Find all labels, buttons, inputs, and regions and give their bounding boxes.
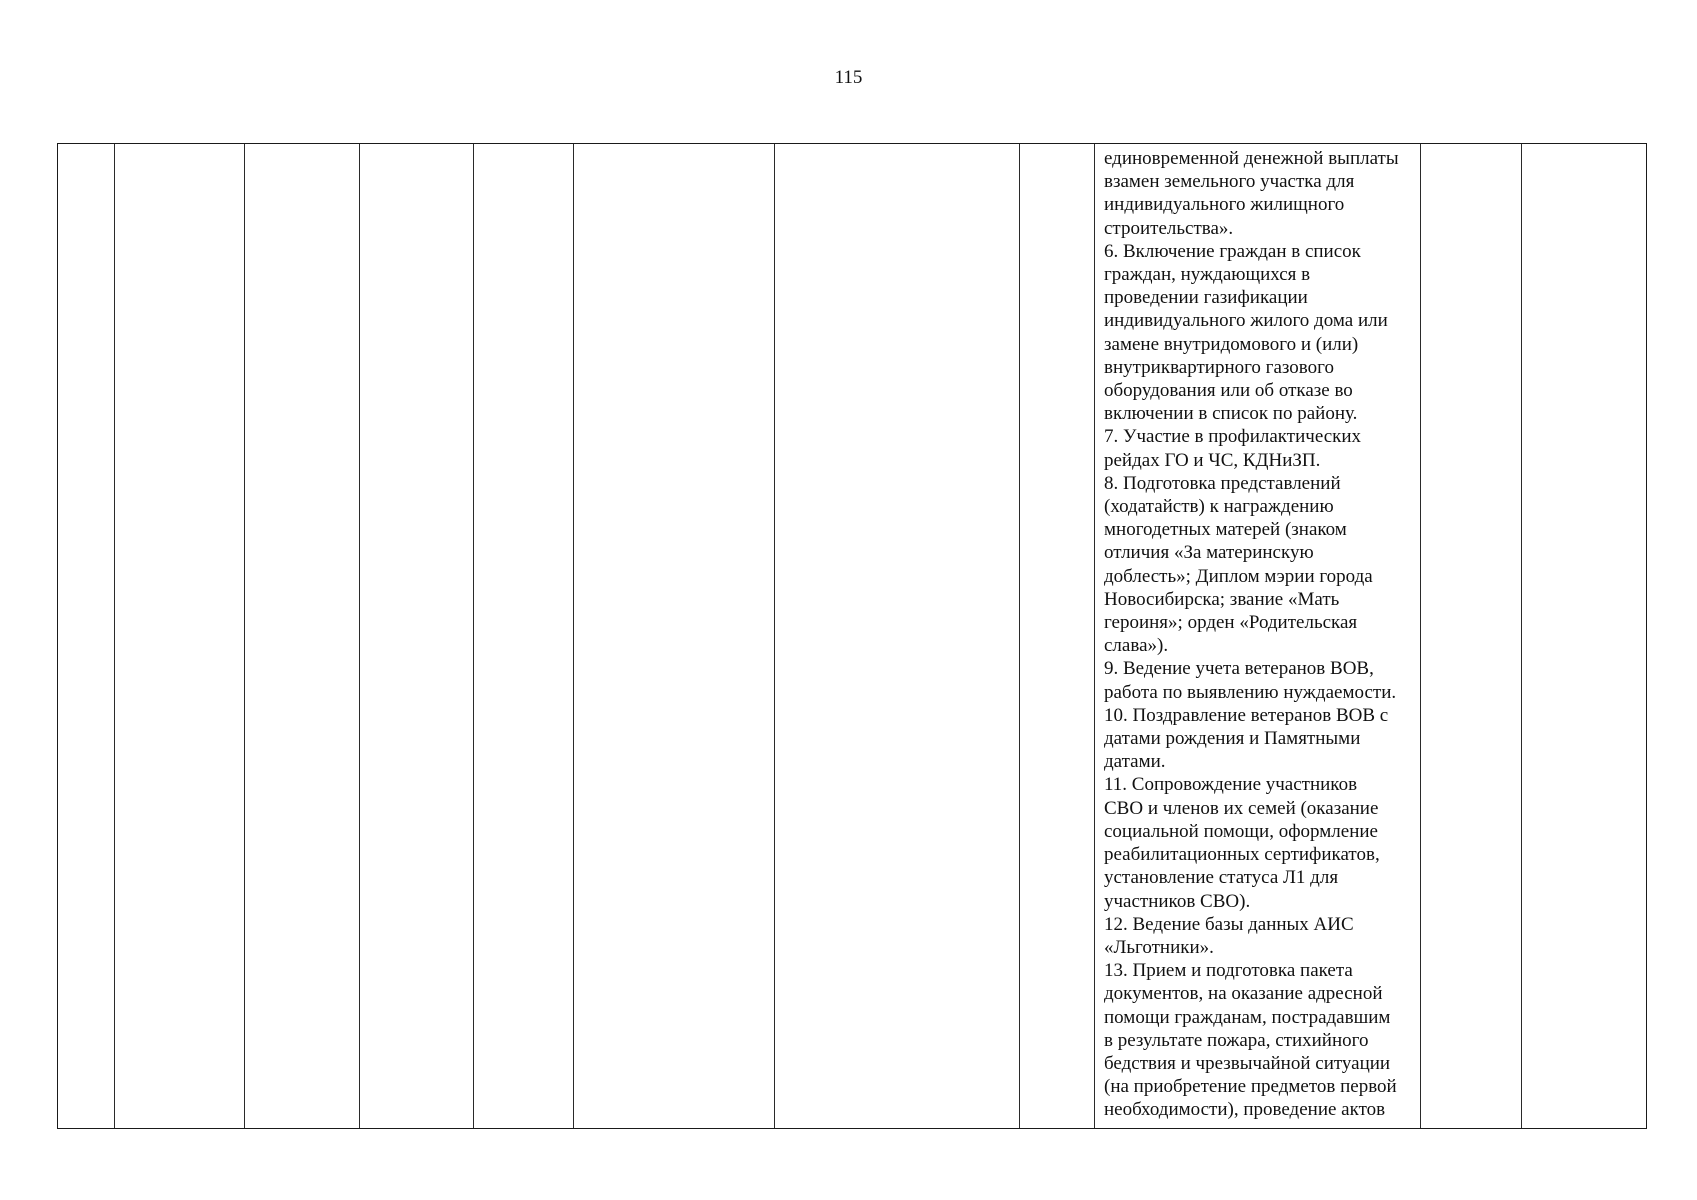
column-divider — [1521, 144, 1522, 1128]
text-line: «Льготники». — [1104, 936, 1214, 958]
text-line: СВО и членов их семей (оказание — [1104, 797, 1379, 819]
column-divider — [473, 144, 474, 1128]
column-divider — [1094, 144, 1095, 1128]
text-line: внутриквартирного газового — [1104, 356, 1334, 378]
text-line: социальной помощи, оформление — [1104, 820, 1378, 842]
text-line: (на приобретение предметов первой — [1104, 1076, 1397, 1098]
text-line: оборудования или об отказе во — [1104, 380, 1353, 402]
text-line: включении в список по району. — [1104, 403, 1358, 425]
column-divider — [359, 144, 360, 1128]
text-line: строительства». — [1104, 217, 1234, 239]
column-divider — [774, 144, 775, 1128]
column-divider — [114, 144, 115, 1128]
column-divider — [244, 144, 245, 1128]
text-line: Новосибирска; звание «Мать — [1104, 588, 1340, 610]
text-line: (ходатайств) к награждению — [1104, 496, 1334, 518]
table — [57, 143, 1647, 1129]
text-line: рейдах ГО и ЧС, КДНиЗП. — [1104, 449, 1321, 471]
column-divider — [573, 144, 574, 1128]
text-line: отличия «За материнскую — [1104, 542, 1314, 564]
text-line: работа по выявлению нуждаемости. — [1104, 681, 1397, 703]
text-line: многодетных матерей (знаком — [1104, 519, 1347, 541]
text-line: 6. Включение граждан в список — [1104, 240, 1361, 262]
text-line: граждан, нуждающихся в — [1104, 264, 1311, 286]
text-line: необходимости), проведение актов — [1104, 1099, 1386, 1121]
table-cell-text — [1099, 144, 1424, 1128]
text-line: индивидуального жилищного — [1104, 194, 1345, 216]
text-line: датами рождения и Памятными — [1104, 728, 1361, 750]
text-line: 12. Ведение базы данных АИС — [1104, 913, 1354, 935]
text-line: 8. Подготовка представлений — [1104, 472, 1341, 494]
text-line: 10. Поздравление ветеранов ВОВ с — [1104, 704, 1389, 726]
text-line: героиня»; орден «Родительская — [1104, 612, 1358, 634]
text-line: индивидуального жилого дома или — [1104, 310, 1388, 332]
text-line: 9. Ведение учета ветеранов ВОВ, — [1104, 658, 1374, 680]
text-line: слава»). — [1104, 635, 1169, 657]
text-line: документов, на оказание адресной — [1104, 983, 1383, 1005]
text-line: 11. Сопровождение участников — [1104, 774, 1358, 796]
text-line: помощи гражданам, пострадавшим — [1104, 1006, 1391, 1028]
text-line: установление статуса Л1 для — [1104, 867, 1339, 889]
text-line: замене внутридомового и (или) — [1104, 333, 1359, 355]
text-line: датами. — [1104, 751, 1166, 773]
page-number: 115 — [834, 67, 863, 88]
text-line: 7. Участие в профилактических — [1104, 426, 1362, 448]
text-line: единовременной денежной выплаты — [1104, 148, 1399, 169]
text-line: бедствия и чрезвычайной ситуации — [1104, 1052, 1391, 1074]
text-line: проведении газификации — [1104, 287, 1308, 309]
text-line: 13. Прием и подготовка пакета — [1104, 960, 1353, 982]
column-divider — [1019, 144, 1020, 1128]
text-line: взамен земельного участка для — [1104, 171, 1355, 193]
text-line: доблесть»; Диплом мэрии города — [1104, 565, 1373, 587]
text-line: в результате пожара, стихийного — [1104, 1029, 1369, 1051]
text-line: участников СВО). — [1104, 890, 1251, 912]
text-line: реабилитационных сертификатов, — [1104, 844, 1380, 866]
